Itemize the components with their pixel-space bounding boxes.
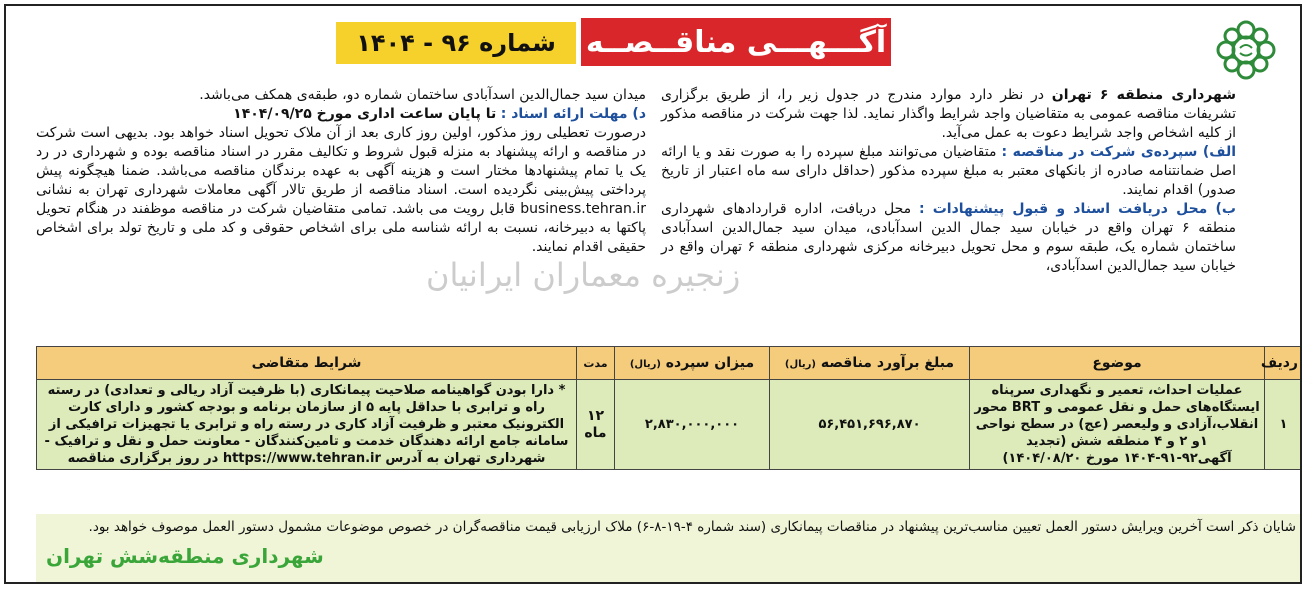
notice-title: آگـــهـــی مناقــصــه bbox=[581, 18, 891, 66]
table-header-row bbox=[37, 347, 1303, 380]
section-b-text: محل دریافت، اداره قراردادهای شهرداری منطقه ۶ تهران واقع در خیابان سید جمال الدین اسدآبادی، میدان سید جمال‌الدین اسدآبادی ساختمان شماره یک، طبقه سوم و محل تحویل دبیرخانه مرکزی شهرداری منطقه ۶ تهران واقع در خیابان سید جمال‌الدین اسدآبادی، bbox=[661, 201, 1237, 274]
header-estimate-unit: (ریال) bbox=[784, 359, 816, 370]
org-name: شهرداری منطقه ۶ تهران bbox=[1051, 87, 1236, 103]
cell-estimate: ۵۶,۴۵۱,۶۹۶,۸۷۰ bbox=[770, 380, 970, 470]
header-conditions: شرایط متقاضی bbox=[37, 347, 577, 380]
tender-table bbox=[36, 346, 1302, 470]
deadline-text: تا پایان ساعت اداری مورخ ۱۴۰۴/۰۹/۲۵ bbox=[233, 106, 497, 122]
section-b-heading: ب) محل دریافت اسناد و قبول پیشنهادات : bbox=[918, 201, 1237, 217]
cell-row-number: ۱ bbox=[1265, 380, 1303, 470]
intro-paragraph bbox=[661, 86, 1236, 143]
cell-conditions: * دارا بودن گواهینامه صلاحیت پیمانکاری (با ظرفیت آزاد ریالی و تعدادی) در رسته راه و ترابری با حداقل پایه ۵ از سازمان برنامه و بودجه کشور و دارای کارت الکترونیک معتبر و ظرفیت آزاد کاری در رسته راه و ترابری یا تجهیزات ترافیکی از سامانه جامع ارائه دهندگان خدمت و تامین‌کنندگان - معاونت حمل و نقل و ترافیک - شهرداری تهران به آدرس https://www.tehran.ir در روز برگزاری مناقصه bbox=[37, 380, 577, 470]
section-a-heading: الف) سپرده‌ی شرکت در مناقصه : bbox=[1001, 144, 1236, 160]
section-a bbox=[661, 143, 1236, 200]
table-row bbox=[37, 380, 1303, 470]
deadline-heading: د) مهلت ارائه اسناد : bbox=[500, 106, 646, 122]
header-estimate bbox=[770, 347, 970, 380]
section-a-text: متقاضیان می‌توانند مبلغ سپرده را به صورت نقد و یا ارائه اصل ضمانتنامه صادره از بانکهای معتبر به مبلغ سپرده مذکور (حداقل دارای سه ماه اعتبار از تاریخ صدور) اقدام نمایند. bbox=[661, 144, 1236, 198]
left-line-1: میدان سید جمال‌الدین اسدآبادی ساختمان شماره دو، طبقه‌ی همکف می‌باشد. bbox=[199, 87, 646, 103]
tehran-municipality-logo-icon bbox=[1214, 18, 1278, 82]
header-subject: موضوع bbox=[970, 347, 1265, 380]
watermark: زنجیره معماران ایرانیان bbox=[426, 256, 741, 294]
cell-subject: عملیات احداث، تعمیر و نگهداری سرپناه ایستگاه‌های حمل و نقل عمومی و BRT محور انقلاب،آزادی و ولیعصر (عج) در سطح نواحی ۱و ۲ و ۴ منطقه شش (تجدید آگهی۹۲-۹۱-۱۴۰۴ مورخ ۱۴۰۴/۰۸/۲۰) bbox=[970, 380, 1265, 470]
header bbox=[6, 14, 1300, 84]
header-deposit bbox=[615, 347, 770, 380]
header-row-number: ردیف bbox=[1265, 347, 1303, 380]
right-column bbox=[661, 86, 1236, 276]
intro-text: در نظر دارد موارد مندرج در جدول زیر را، از طریق برگزاری تشریفات مناقصه عمومی به متقاضیان واجد شرایط واگذار نماید. لذا جهت شرکت در مناقصه مذکور از کلیه اشخاص واجد شرایط دعوت به عمل می‌آید. bbox=[661, 87, 1236, 141]
footer-text: شایان ذکر است آخرین ویرایش دستور العمل تعیین مناسب‌ترین پیشنهاد در مناقصات پیمانکاری (سند شماره ۴-۱۹-۸-۶) ملاک ارزیابی قیمت مناقصه‌گران در خصوص موضوعات مشمول دستور العمل موصوف خواهد بود. bbox=[88, 519, 1296, 535]
left-body: درصورت تعطیلی روز مذکور، اولین روز کاری بعد از آن ملاک تحویل اسناد خواهد بود. بدیهی است شرکت در مناقصه و ارائه پیشنهاد به منزله قبول شروط و تکالیف مقرر در اسناد مناقصه بوده و شهرداری در رد یک یا تمام پیشنهادها مختار است و هزینه آگهی به عهده برندگان مناقصه می‌باشد. ضمنا هیچگونه پیش پرداختی پیش‌بینی نگردیده است. اسناد مناقصه از طریق تالار آگهی معاملات شهرداری تهران به نشانی business.tehran.ir قابل رویت می باشد. تمامی متقاضیان شرکت در مناقصه موظفند در هنگام تحویل پاکتها به دبیرخانه، نسبت به ارائه شناسه ملی برای اشخاص حقوقی و کد ملی و تاریخ تولد برای اشخاص حقیقی اقدام نمایند. bbox=[36, 125, 646, 255]
notice-frame bbox=[4, 4, 1302, 584]
header-duration: مدت bbox=[577, 347, 615, 380]
header-deposit-label: میزان سپرده bbox=[665, 355, 755, 371]
left-column bbox=[36, 86, 646, 257]
header-deposit-unit: (ریال) bbox=[629, 359, 661, 370]
deadline bbox=[36, 105, 646, 124]
section-b bbox=[661, 200, 1236, 276]
header-estimate-label: مبلغ برآورد مناقصه bbox=[820, 355, 955, 371]
cell-duration: ۱۲ ماه bbox=[577, 380, 615, 470]
notice-number: شماره ۹۶ - ۱۴۰۴ bbox=[336, 22, 576, 64]
cell-deposit: ۲,۸۳۰,۰۰۰,۰۰۰ bbox=[615, 380, 770, 470]
signature: شهرداری منطقه‌شش تهران bbox=[46, 544, 324, 568]
